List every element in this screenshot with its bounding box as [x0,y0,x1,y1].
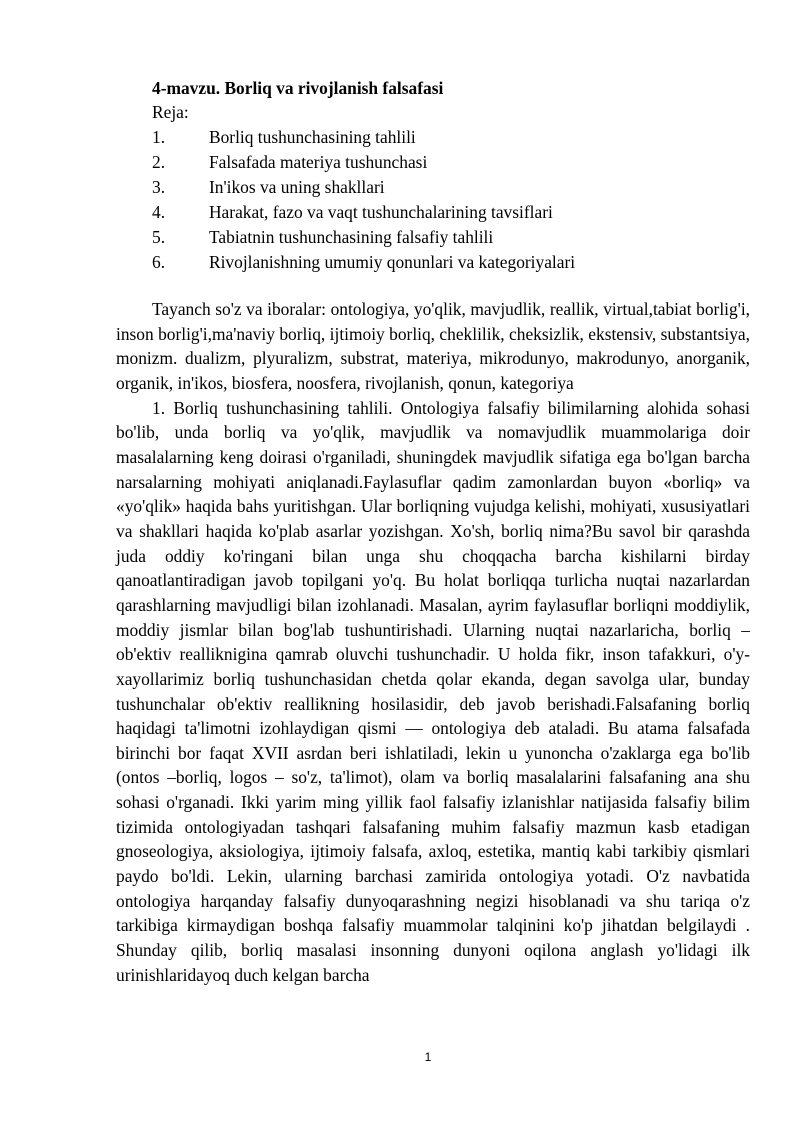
plan-item-number: 5. [152,227,166,247]
page-number: 1 [424,1050,432,1064]
plan-item-number: 6. [152,252,166,272]
plan-item-number: 1. [152,127,166,147]
plan-item [152,125,712,150]
plan-item-text: Harakat, fazo va vaqt tushunchalarining tavsiflari [209,202,553,222]
plan-item-text: Tabiatnin tushunchasining falsafiy tahlili [209,227,494,247]
plan-item [152,150,712,175]
plan-item-number: 3. [152,177,166,197]
plan-item-text: Rivojlanishning umumiy qonunlari va kategoriyalari [209,252,576,272]
plan-item-text: Falsafada materiya tushunchasi [209,152,428,172]
plan-item [152,175,712,200]
plan-item-number: 4. [152,202,166,222]
plan-item-text: In'ikos va uning shakllari [209,177,385,197]
section-1-paragraph: 1. Borliq tushunchasining tahlili. Ontologiya falsafiy bilimilarning alohida sohasi bo'lib, unda borliq va yo'qlik, mavjudlik va nomavjudlik muammolariga doir masalalarning keng doirasi o'rganiladi, shuningdek mavjudlik sifatiga ega bo'lgan barcha narsalarning mohiyati aniqlanadi.Faylasuflar qadim zamonlardan buyon «borliq» va «yo'qlik» haqida bahs yuritishgan. Ular borliqning vujudga kelishi, mohiyati, xususiyatlari va shakllari haqida ko'plab asarlar yozishgan. Xo'sh, borliq nima?Bu savol bir qarashda juda oddiy ko'ringani bilan unga shu choqqacha barcha kishilarni birday qanoatlantiradigan javob topilgani yo'q. Bu holat borliqqa turlicha nuqtai nazarlardan qarashlarning mavjudligi bilan izohlanadi. Masalan, ayrim faylasuflar borliqni moddiylik, moddiy jismlar bilan bog'lab tushuntirishadi. Ularning nuqtai nazarlaricha, borliq – ob'ektiv reallikniginа qamrab oluvchi tushunchadir. U holda fikr, inson tafakkuri, o'y-xayollarimiz borliq tushunchasidan chetda qolar ekanda, degan savolga ular, bunday tushunchalar ob'ektiv reallikning hosilasidir, deb javob berishadi.Falsafaning borliq haqidagi ta'limotni izohlaydigan qismi — ontologiya deb ataladi. Bu atama falsafada birinchi bor faqat XVII asrdan beri ishlatiladi, lekin u yunoncha o'zaklarga ega bo'lib (ontos –borliq, logos – so'z, ta'limot), olam va borliq masalalarini falsafaning ana shu sohasi o'rganadi. Ikki yarim ming yillik faol falsafiy izlanishlar natijasida falsafiy bilim tizimida ontologiyadan tashqari falsafaning muhim falsafiy mazmun kasb etadigan gnoseologiya, aksiologiya, ijtimoiy falsafa, axloq, estetika, mantiq kabi tarkibiy qismlari paydo bo'ldi. Lekin, ularning barchasi zamirida ontologiya yotadi. O'z navbatida ontologiya harqanday falsafiy dunyoqarashning negizi hisoblanadi va shu tariqa o'z tarkibiga kirmaydigan boshqa falsafiy muammolar talqinini ko'p jihatdan belgilaydi . Shunday qilib, borliq masalasi insonning dunyoni oqilona anglash yo'lidagi ilk urinishlaridayoq duch kelgan barcha [116,397,750,985]
keywords-paragraph: Tayanch so'z va iboralar: ontologiya, yo'qlik, mavjudlik, reallik, virtual,tabiat borlig'i, inson borlig'i,ma'naviy borliq, ijtimoiy borliq, cheklilik, cheksizlik, ekstensiv, substantsiya, monizm. dualizm, plyuralizm, substrat, materiya, mikrodunyo, makrodunyo, anorganik, organik, in'ikos, biosfera, noosfera, rivojlanish, qonun, kategoriya [116,299,750,393]
plan-list [152,125,712,275]
body-text [116,297,750,987]
document-title: 4-mavzu. Borliq va rivojlanish falsafasi [152,78,444,98]
plan-item [152,200,712,225]
plan-item [152,250,712,275]
plan-item-number: 2. [152,152,166,172]
plan-heading: Reja: [152,102,189,122]
plan-item [152,225,712,250]
plan-item-text: Borliq tushunchasining tahlili [209,127,416,147]
